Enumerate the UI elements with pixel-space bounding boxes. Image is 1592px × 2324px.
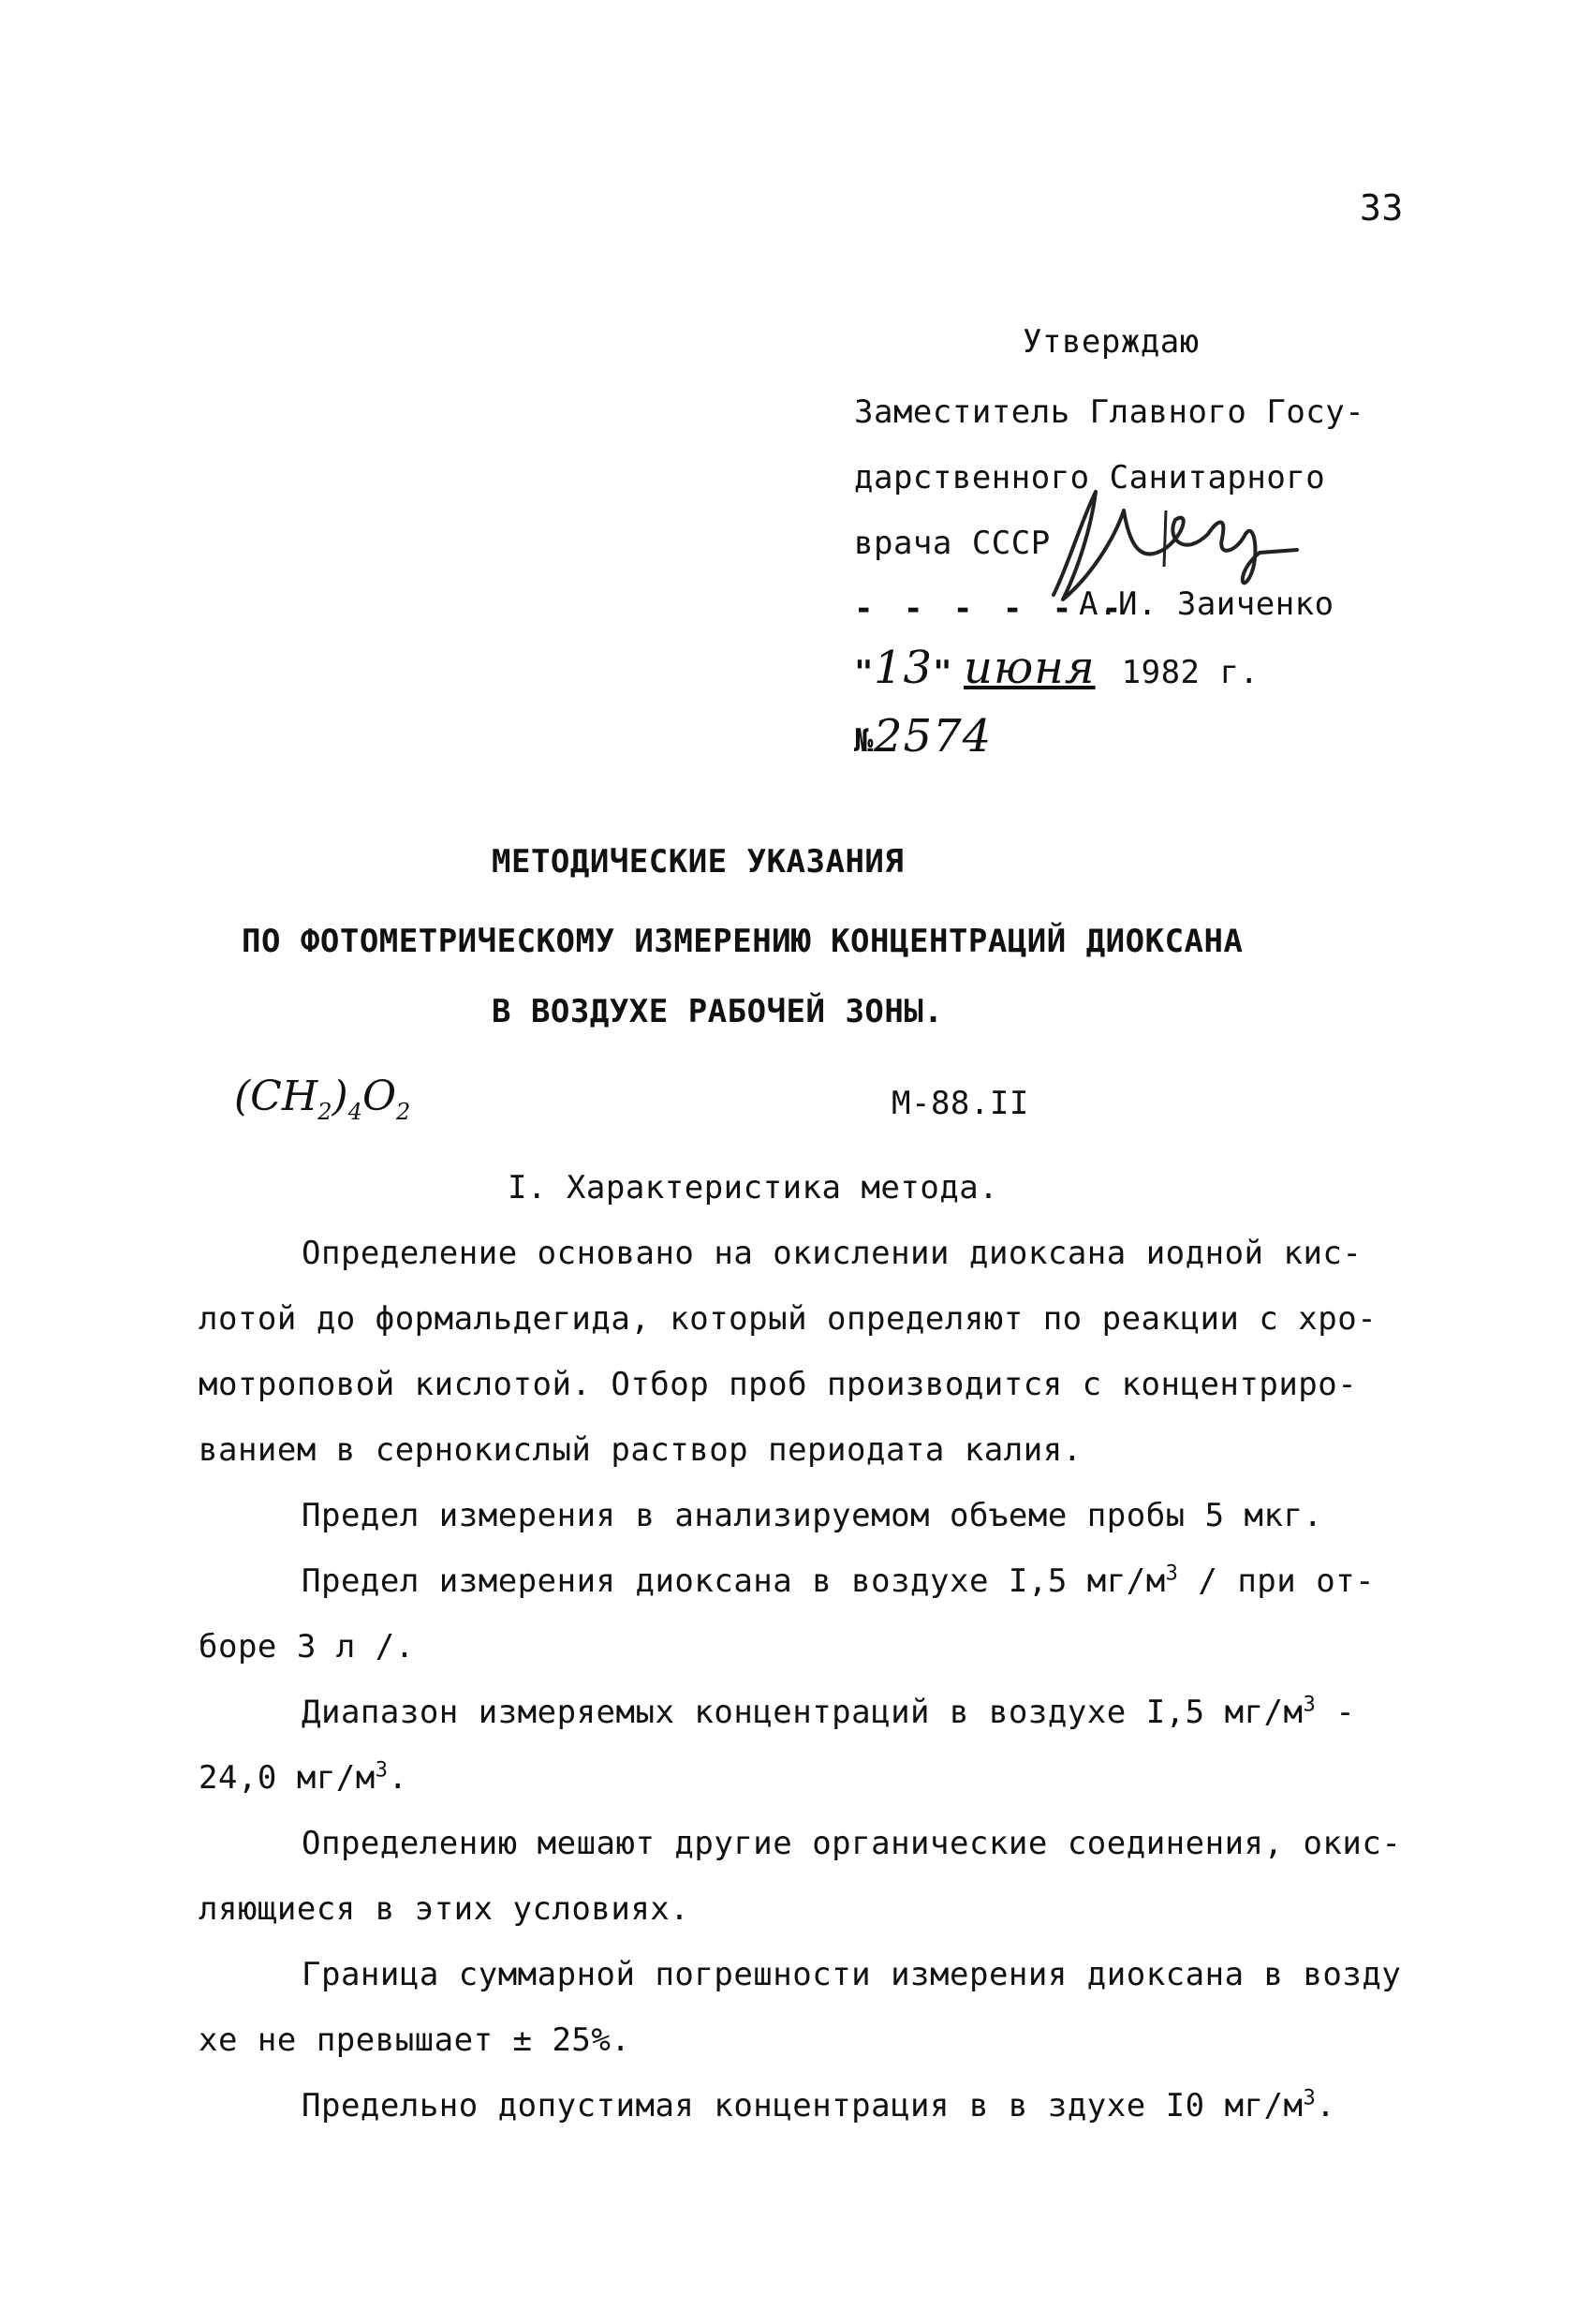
date-year: 1982 г. — [1121, 654, 1260, 691]
formula-sub-1: 2 — [317, 1098, 332, 1125]
number-value: 2574 — [873, 710, 993, 762]
signer-name: А.И. Заиченко — [1079, 585, 1334, 623]
paragraph-5-line-1: Определению мешают другие органические соединения, окис- — [302, 1825, 1402, 1862]
paragraph-1-line-3: мотроповой кислотой. Отбор проб производится с концентриро- — [199, 1366, 1358, 1403]
date-month: июня — [964, 642, 1096, 694]
chemical-formula — [234, 1073, 410, 1125]
paragraph-6-line-1: Граница суммарной погрешности измерения диоксана в возду — [302, 1956, 1402, 1993]
title-line-3: В ВОЗДУХЕ РАБОЧЕЙ ЗОНЫ. — [492, 993, 944, 1030]
p4-text-d: . — [388, 1759, 408, 1797]
p4-superscript-1: 3 — [1303, 1693, 1317, 1717]
approval-line-2: дарственного Санитарного — [854, 459, 1326, 496]
date-quote: " — [854, 654, 874, 691]
date-day: 13 — [873, 642, 934, 694]
formula-sub-2: 4 — [347, 1098, 362, 1125]
p4-superscript-2: 3 — [375, 1758, 389, 1783]
signature-line: - - - - - - — [854, 590, 1128, 628]
paragraph-7 — [302, 2087, 1335, 2124]
p7-superscript: 3 — [1303, 2086, 1317, 2110]
approval-line-3: врача СССР — [854, 525, 1051, 562]
section-heading: I. Характеристика метода. — [508, 1169, 999, 1206]
formula-open: (CH — [234, 1073, 318, 1120]
p4-text-c: 24,0 мг/м — [199, 1759, 376, 1797]
paragraph-4-line-1 — [302, 1694, 1355, 1731]
paragraph-4-line-2 — [199, 1759, 407, 1797]
p4-text-a: Диапазон измеряемых концентраций в воздухе I,5 мг/м — [302, 1694, 1304, 1731]
approval-date — [854, 642, 1259, 694]
title-line-2: ПО ФОТОМЕТРИЧЕСКОМУ ИЗМЕРЕНИЮ КОНЦЕНТРАЦИЙ ДИОКСАНА — [242, 923, 1244, 960]
formula-sub-3: 2 — [396, 1098, 411, 1125]
paragraph-1-line-4: ванием в сернокислый раствор периодата калия. — [199, 1431, 1083, 1469]
page-number: 33 — [1360, 187, 1404, 229]
number-prefix: № — [854, 722, 874, 760]
p3-text-b: / при от- — [1178, 1562, 1376, 1600]
paragraph-5-line-2: ляющиеся в этих условиях. — [199, 1890, 690, 1928]
approval-line-1: Заместитель Главного Госу- — [854, 393, 1365, 431]
formula-o: O — [361, 1073, 397, 1120]
paragraph-1-line-2: лотой до формальдегида, который определяют по реакции с хро- — [199, 1300, 1378, 1338]
p3-text-a: Предел измерения диоксана в воздухе I,5 мг/м — [302, 1562, 1166, 1600]
approval-number — [854, 710, 992, 762]
p4-text-b: - — [1316, 1694, 1356, 1731]
paragraph-1-line-1: Определение основано на окислении диоксана иодной кис- — [302, 1235, 1363, 1272]
paragraph-2: Предел измерения в анализируемом объеме пробы 5 мкг. — [302, 1497, 1323, 1534]
date-quote-close: " — [933, 654, 953, 691]
paragraph-6-line-2: хе не превышает ± 25%. — [199, 2021, 631, 2059]
paragraph-3-line-2: боре 3 л /. — [199, 1628, 415, 1665]
approval-heading: Утверждаю — [1023, 323, 1200, 361]
paragraph-3-line-1 — [302, 1562, 1375, 1600]
p7-text-a: Предельно допустимая концентрация в в здухе I0 мг/м — [302, 2087, 1304, 2124]
formula-close: ) — [332, 1073, 348, 1120]
p7-text-b: . — [1316, 2087, 1336, 2124]
p3-superscript: 3 — [1165, 1562, 1179, 1586]
method-number: М-88.II — [892, 1085, 1029, 1122]
title-line-1: МЕТОДИЧЕСКИЕ УКАЗАНИЯ — [492, 843, 905, 881]
